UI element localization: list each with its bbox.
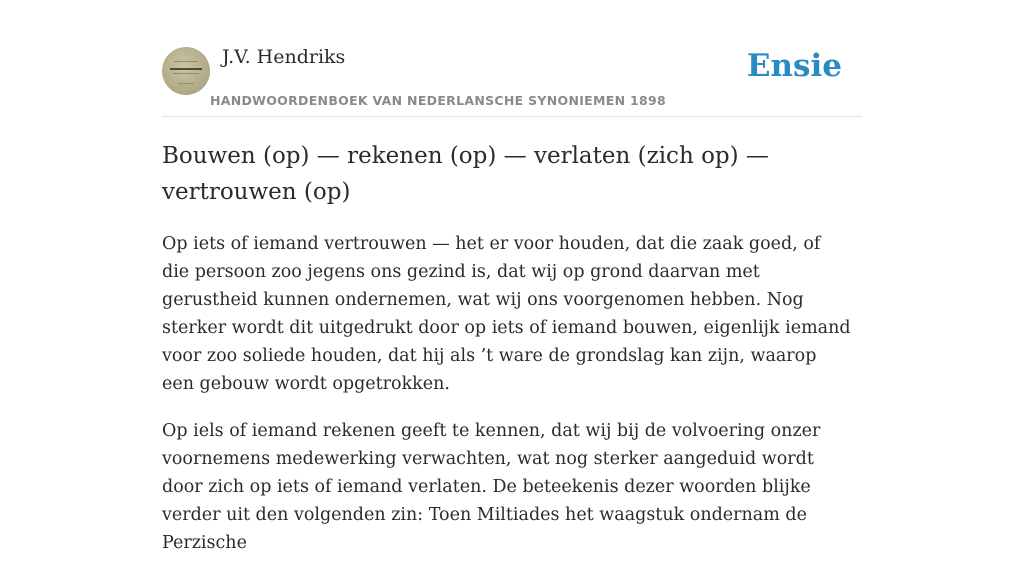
header <box>162 44 862 117</box>
avatar-decoration <box>173 73 199 74</box>
article <box>162 138 852 576</box>
avatar[interactable] <box>162 47 210 95</box>
brand-logo[interactable]: Ensie <box>746 48 842 84</box>
article-title: Bouwen (op) — rekenen (op) — verlaten (zich op) —vertrouwen (op) <box>162 143 769 205</box>
article-paragraph: Op iets of iemand vertrouwen — het er voor houden, dat die zaak goed, of die persoon zoo jegens ons gezind is, dat wij op grond daarvan met gerustheid kunnen ondernemen, wat wij ons voorgenomen hebben. Nog sterker wordt dit uitgedrukt door op iets of iemand bouwen, eigenlijk iemand voor zoo soliede houden, dat hij als ’t ware de grondslag kan zijn, waarop een gebouw wordt opgetrokken. <box>162 234 851 394</box>
article-paragraph: Op iels of iemand rekenen geeft te kennen, dat wij bij de volvoering onzer voornemens medewerking verwachten, wat nog sterker aangeduid wordt door zich op iets of iemand verlaten. De beteekenis dezer woorden blijke verder uit den volgenden zin: Toen Miltiades het waagstuk ondernam de Perzische <box>162 421 821 553</box>
avatar-decoration <box>178 83 194 84</box>
source-title[interactable]: HANDWOORDENBOEK VAN NEDERLANSCHE SYNONIEMEN 1898 <box>210 93 667 108</box>
avatar-decoration <box>174 61 198 62</box>
avatar-decoration <box>170 68 202 70</box>
author-name[interactable]: J.V. Hendriks <box>222 46 346 68</box>
